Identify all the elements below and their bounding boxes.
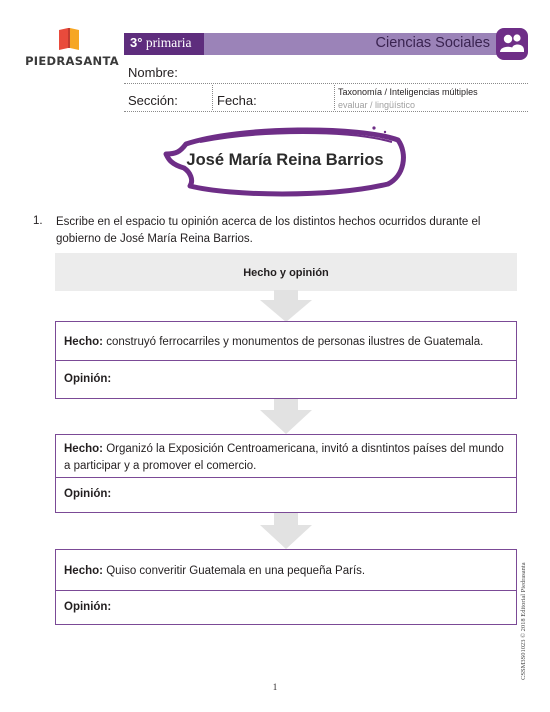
publisher-logo — [24, 26, 120, 70]
page-number: 1 — [272, 682, 278, 692]
subject-icon-box — [496, 28, 528, 60]
opinion-row[interactable] — [56, 371, 516, 388]
divider-section-date — [212, 85, 213, 110]
divider-date-taxonomy — [334, 85, 335, 110]
card-divider — [56, 360, 516, 361]
people-icon — [496, 28, 528, 60]
card-divider — [56, 477, 516, 478]
fact-row — [56, 334, 516, 351]
brand-name: PIEDRASANTA — [25, 54, 119, 68]
fact-text: Quiso converitir Guatemala en una pequeña París. — [106, 565, 366, 577]
instruction-text: Escribe en el espacio tu opinión acerca de los distintos hechos ocurridos durante el gobierno de José María Reina Barrios. — [56, 216, 481, 245]
down-arrow-icon — [260, 396, 312, 434]
page-title: José María Reina Barrios — [186, 151, 384, 169]
fact-label: Hecho: — [64, 336, 103, 348]
grade-badge — [124, 33, 204, 55]
section-line — [124, 111, 528, 112]
instruction-number: 1. — [33, 215, 43, 227]
opinion-label: Opinión: — [64, 488, 112, 500]
opinion-label: Opinión: — [64, 373, 112, 385]
grade-number: 3° — [130, 35, 143, 50]
name-label: Nombre: — [128, 65, 178, 80]
fact-text: construyó ferrocarriles y monumentos de personas ilustres de Guatemala. — [106, 336, 484, 348]
fact-label: Hecho: — [64, 443, 103, 455]
fact-text: Organizó la Exposición Centroamericana, invitó a disntintos países del mundo a participar y a promover el comercio. — [64, 443, 504, 472]
taxonomy-values: evaluar / lingüístico — [338, 100, 416, 110]
fact-opinion-card — [55, 434, 517, 513]
taxonomy-title: Taxonomía / Inteligencias múltiples — [338, 87, 478, 97]
opinion-row[interactable] — [56, 486, 516, 503]
subject-name: Ciencias Sociales — [375, 35, 490, 51]
grade-subject-bar — [124, 33, 500, 55]
down-arrow-icon — [260, 511, 312, 549]
opinion-row[interactable] — [56, 599, 516, 616]
fact-opinion-card — [55, 549, 517, 625]
opinion-label: Opinión: — [64, 601, 112, 613]
fact-label: Hecho: — [64, 565, 103, 577]
card-divider — [56, 590, 516, 591]
fact-row — [56, 563, 516, 580]
name-line[interactable] — [124, 83, 528, 84]
grade-label: primaria — [145, 35, 192, 50]
table-header-label: Hecho y opinión — [243, 267, 329, 279]
fact-opinion-card — [55, 321, 517, 399]
down-arrow-icon — [260, 290, 312, 322]
fact-row — [56, 441, 516, 475]
copyright-note: CSSM3S01023 © 2018 Editorial Piedrasanta — [520, 562, 527, 680]
date-label: Fecha: — [217, 93, 257, 108]
section-label: Sección: — [128, 93, 178, 108]
book-logo-icon — [57, 26, 81, 52]
